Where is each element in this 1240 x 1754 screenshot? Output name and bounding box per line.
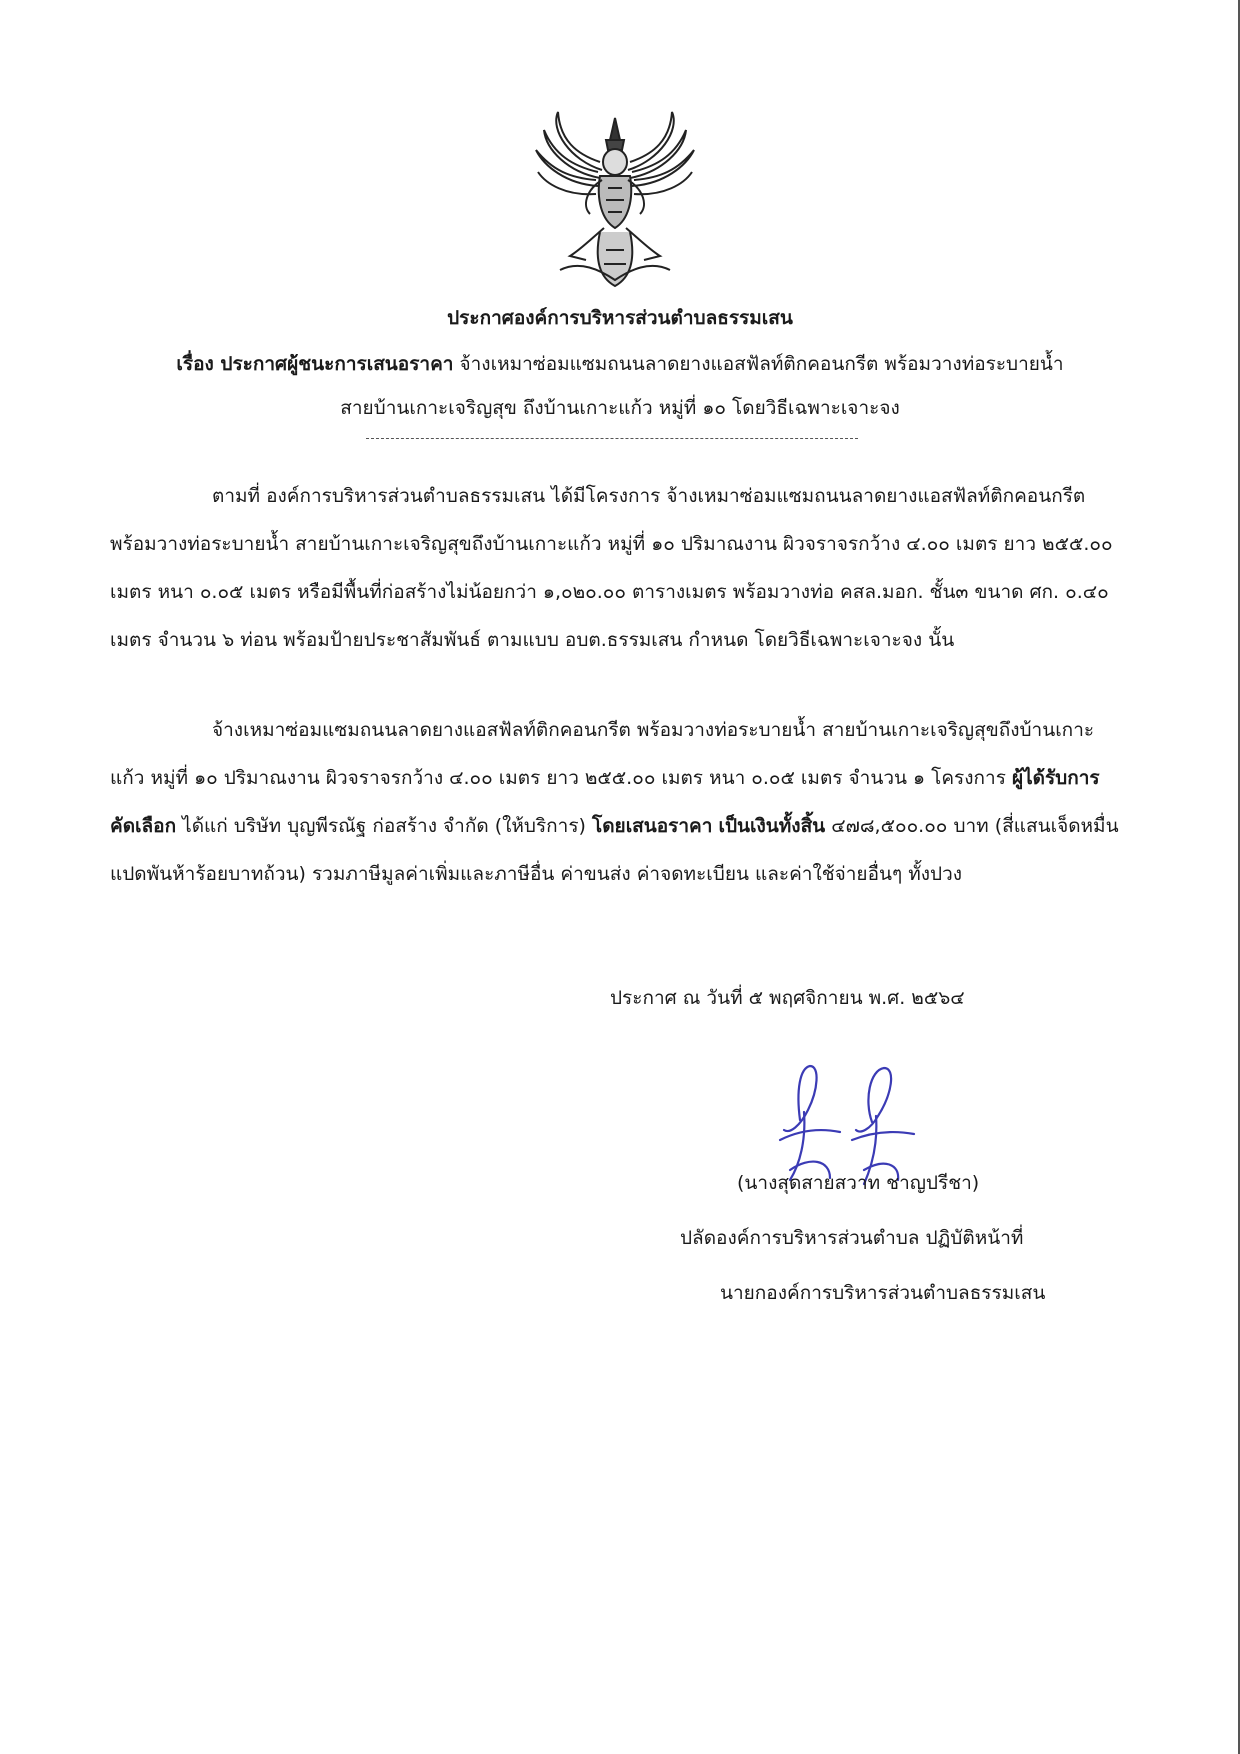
paragraph-2-text-g: ๔๗๘,๕๐๐.๐๐ บาท (สี่แสนเจ็ดหมื่นแปดพันห้าร้อยบาทถ้วน) รวมภาษีมูลค่าเพิ่มและภาษีอื่น ค่าขนส่ง ค่าจดทะเบียน และค่าใช้จ่ายอื่นๆ ทั้งปวง (110, 815, 1119, 885)
announcement-title: ประกาศองค์การบริหารส่วนตำบลธรรมเสน (447, 307, 793, 329)
dashed-divider (366, 438, 858, 439)
body-paragraph-2 (110, 706, 1120, 898)
announcement-subject (0, 349, 1240, 379)
subject-rest: จ้างเหมาซ่อมแซมถนนลาดยางแอสฟัลท์ติกคอนกรีต พร้อมวางท่อระบายน้ำ (453, 353, 1064, 375)
subject-lead: เรื่อง ประกาศผู้ชนะการเสนอราคา (176, 353, 454, 375)
announcement-date: ประกาศ ณ วันที่ ๕ พฤศจิกายน พ.ศ. ๒๕๖๔ (610, 987, 965, 1009)
signer-position-1: ปลัดองค์การบริหารส่วนตำบล ปฏิบัติหน้าที่ (680, 1227, 1024, 1249)
paragraph-1-text: ตามที่ องค์การบริหารส่วนตำบลธรรมเสน ได้มีโครงการ จ้างเหมาซ่อมแซมถนนลาดยางแอสฟัลท์ติกคอนกรีต พร้อมวางท่อระบายน้ำ สายบ้านเกาะเจริญสุขถึงบ้านเกาะแก้ว หมู่ที่ ๑๐ ปริมาณงาน ผิวจราจรกว้าง ๔.๐๐ เมตร ยาว ๒๕๕.๐๐ เมตร หนา ๐.๐๕ เมตร หรือมีพื้นที่ก่อสร้างไม่น้อยกว่า ๑,๐๒๐.๐๐ ตารางเมตร พร้อมวางท่อ คสล.มอก. ชั้น๓ ขนาด ศก. ๐.๔๐ เมตร จำนวน ๖ ท่อน พร้อมป้ายประชาสัมพันธ์ ตามแบบ อบต.ธรรมเสน กำหนด โดยวิธีเฉพาะเจาะจง นั้น (110, 485, 1113, 651)
signer-position-2: นายกองค์การบริหารส่วนตำบลธรรมเสน (720, 1282, 1046, 1304)
selected-label: ผู้ได้รับการคัดเลือก (110, 767, 1100, 837)
body-paragraph-1 (110, 472, 1120, 664)
paragraph-2-text-c: ได้แก่ บริษัท บุญพีรณัฐ ก่อสร้าง จำกัด (ให้บริการ) (176, 815, 593, 837)
garuda-emblem-icon (530, 110, 700, 290)
total-label: เป็นเงินทั้งสิ้น (718, 815, 826, 837)
announcement-subject-line2: สายบ้านเกาะเจริญสุข ถึงบ้านเกาะแก้ว หมู่ที่ ๑๐ โดยวิธีเฉพาะเจาะจง (340, 397, 900, 419)
paragraph-2-text-a: จ้างเหมาซ่อมแซมถนนลาดยางแอสฟัลท์ติกคอนกรีต พร้อมวางท่อระบายน้ำ สายบ้านเกาะเจริญสุขถึงบ้านเกาะแก้ว หมู่ที่ ๑๐ ปริมาณงาน ผิวจราจรกว้าง ๔.๐๐ เมตร ยาว ๒๕๕.๐๐ เมตร หนา ๐.๐๕ เมตร จำนวน ๑ โครงการ (110, 719, 1095, 789)
signer-name: (นางสุดสายสวาท ชาญปรีชา) (737, 1172, 980, 1194)
bid-label: โดยเสนอราคา (592, 815, 713, 837)
